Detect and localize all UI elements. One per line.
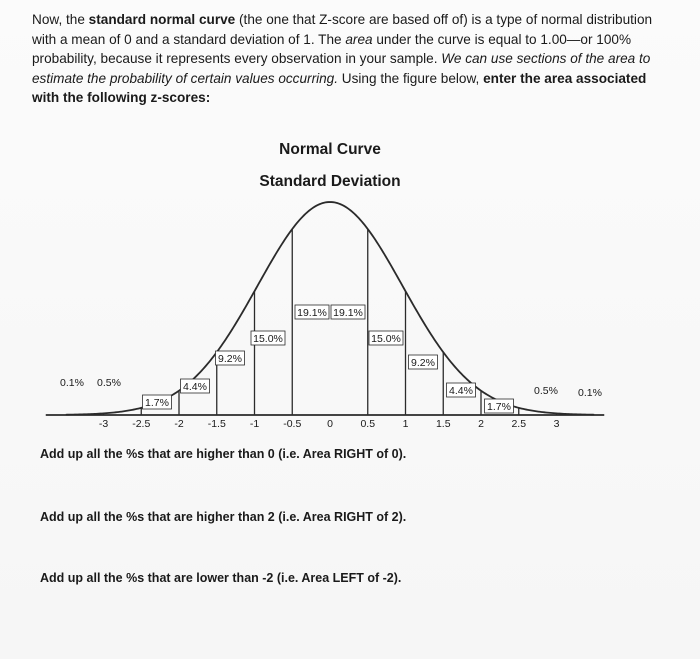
x-tick-label: 1 [402,418,409,430]
segment-label-group [295,305,329,319]
segment-label-group [181,379,210,393]
intro-bold-instruction: enter the area associated with the following z-scores: [32,70,647,105]
segment-label-group [143,395,172,409]
segment-labels [60,305,602,413]
x-tick-labels [99,418,560,430]
x-tick-label: -0.5 [283,418,302,430]
intro-paragraph [32,10,672,108]
x-tick-label: -3 [98,418,109,430]
normal-curve-chart [40,130,620,440]
segment-label: 0.1% [60,377,84,389]
segment-label-group [369,331,403,345]
segment-label-group [216,351,245,365]
intro-bold-standard-normal-curve: standard normal curve [88,12,236,27]
x-tick-label: 0 [327,418,333,430]
boundary-lines [104,229,557,415]
segment-label-group [534,385,558,397]
segment-label: 9.2% [218,353,242,365]
segment-label: 0.5% [97,377,121,389]
segment-label-group [60,377,84,389]
segment-label: 1.7% [487,401,511,413]
segment-label: 4.4% [449,385,473,397]
segment-label: 15.0% [371,333,401,345]
normal-curve-line [66,202,595,415]
segment-label-group [578,387,602,399]
question-left-of-minus-2: Add up all the %s that are lower than -2 (i.e. Area LEFT of -2). [40,571,402,585]
intro-italic-area: area [345,31,373,47]
x-tick-label: -2 [174,418,184,430]
segment-label-group [331,305,365,319]
segment-label: 15.0% [253,333,283,345]
segment-label: 1.7% [145,397,169,409]
segment-label: 4.4% [183,381,207,393]
intro-text-3: under the curve is equal to 1.00—or 100% probability, because it represents every observation in your sample. [32,31,632,66]
segment-label: 0.5% [534,385,558,397]
segment-label-group [485,399,514,413]
x-tick-label: 0.5 [360,418,376,430]
x-tick-label: 3 [553,418,560,430]
chart-title: Normal Curve [279,141,381,158]
intro-text-2: (the one that Z-score are based off of) is a type of normal distribution with a mean of 0 and a standard deviation of 1. The [32,12,653,47]
x-tick-label: 2 [478,418,484,430]
x-tick-label: -1.5 [207,418,226,430]
segment-label: 9.2% [411,357,435,369]
segment-label-group [447,383,476,397]
segment-label: 19.1% [333,307,363,319]
chart-subtitle: Standard Deviation [259,173,401,190]
x-tick-label: -1 [249,418,260,430]
question-right-of-0: Add up all the %s that are higher than 0 (i.e. Area RIGHT of 0). [40,447,407,461]
x-tick-label: -2.5 [132,418,151,430]
intro-italic-sentence: We can use sections of the area to estimate the probability of certain values occurring. [32,51,651,86]
segment-label: 0.1% [578,387,602,399]
intro-text-1: Now, the [32,12,89,27]
segment-label-group [409,355,438,369]
intro-text-4: Using the figure below, [338,70,484,86]
segment-label-group [97,377,121,389]
segment-label-group [251,331,285,345]
question-right-of-2: Add up all the %s that are higher than 2 (i.e. Area RIGHT of 2). [40,510,407,524]
x-tick-label: 1.5 [435,418,451,430]
segment-label: 19.1% [297,307,327,319]
x-tick-label: 2.5 [511,418,527,430]
